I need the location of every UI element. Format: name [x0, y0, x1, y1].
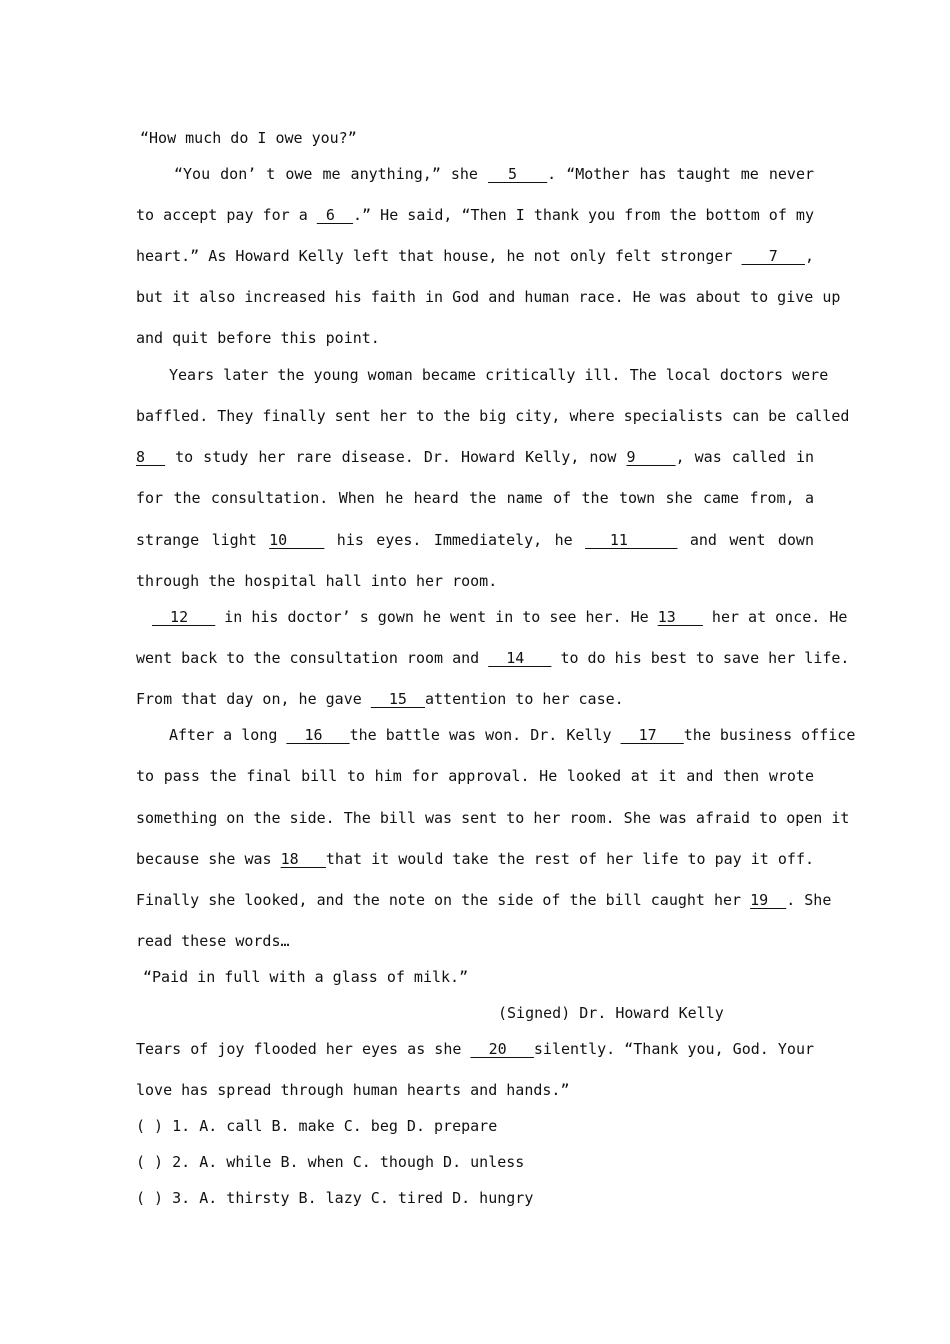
line-text: that it would take the rest of her life to pay it off. — [325, 850, 814, 868]
text-line — [136, 205, 814, 225]
line-text: but it also increased his faith in God and human race. He was about to give up — [136, 288, 841, 306]
line-text: the business office — [683, 726, 856, 744]
line-text: and went down — [677, 531, 814, 549]
line-text: her at once. He — [702, 608, 848, 626]
text-line — [136, 530, 814, 550]
text-line — [136, 1039, 814, 1059]
answer-blank: 20 — [470, 1040, 534, 1058]
text-line — [152, 607, 848, 627]
text-line — [169, 365, 829, 385]
text-line — [136, 328, 814, 348]
line-text: heart.” As Howard Kelly left that house, he not only felt stronger — [136, 247, 742, 265]
answer-blank: 8 — [136, 448, 166, 466]
line-text: ( ) 1. A. call B. make C. beg D. prepare — [136, 1117, 498, 1135]
answer-blank: 5 — [488, 165, 548, 183]
line-text: in his doctor’ s gown he went in to see her. He — [215, 608, 658, 626]
text-line — [136, 246, 814, 266]
line-text: “Paid in full with a glass of milk.” — [143, 968, 469, 986]
answer-blank: 9 — [626, 448, 676, 466]
text-line — [136, 488, 814, 508]
text-line — [498, 1003, 814, 1023]
text-line — [136, 766, 814, 786]
line-text: (Signed) Dr. Howard Kelly — [498, 1004, 724, 1022]
line-text: because she was — [136, 850, 281, 868]
line-text: , — [804, 247, 815, 265]
line-text: ( ) 2. A. while B. when C. though D. unless — [136, 1153, 525, 1171]
text-line — [136, 406, 850, 426]
answer-blank: 10 — [269, 531, 325, 549]
text-line — [136, 287, 841, 307]
line-text: From that day on, he gave — [136, 690, 371, 708]
text-line — [136, 571, 814, 591]
line-text: baffled. They finally sent her to the big city, where specialists can be called — [136, 407, 850, 425]
line-text: to do his best to save her life. — [551, 649, 850, 667]
line-text: read these words… — [136, 932, 290, 950]
text-line — [136, 931, 814, 951]
answer-blank: 11 — [585, 531, 678, 549]
answer-blank: 19 — [750, 891, 787, 909]
text-line — [136, 1188, 814, 1208]
line-text: his eyes. Immediately, he — [324, 531, 586, 549]
line-text: silently. “Thank you, God. Your — [533, 1040, 815, 1058]
line-text: Tears of joy flooded her eyes as she — [136, 1040, 471, 1058]
text-line — [136, 689, 814, 709]
text-line — [136, 890, 832, 910]
answer-blank: 6 — [316, 206, 354, 224]
line-text: ( ) 3. A. thirsty B. lazy C. tired D. hungry — [136, 1189, 534, 1207]
text-line — [136, 808, 850, 828]
text-line — [136, 849, 814, 869]
text-line — [174, 164, 814, 184]
line-text: “How much do I owe you?” — [140, 129, 357, 147]
line-text: for the consultation. When he heard the name of the town she came from, a — [136, 489, 814, 507]
answer-blank: 16 — [286, 726, 350, 744]
text-line — [140, 128, 814, 148]
text-line — [169, 725, 856, 745]
answer-blank: 13 — [657, 608, 703, 626]
line-text: . She — [786, 891, 832, 909]
answer-blank: 17 — [620, 726, 684, 744]
line-text: . “Mother has taught me never — [547, 165, 815, 183]
line-text: .” He said, “Then I thank you from the bottom of my — [353, 206, 814, 224]
text-line — [136, 648, 850, 668]
line-text: “You don’ t owe me anything,” she — [174, 165, 488, 183]
answer-blank: 14 — [488, 649, 552, 667]
text-line — [136, 447, 814, 467]
line-text: went back to the consultation room and — [136, 649, 489, 667]
text-line — [136, 1152, 814, 1172]
line-text: and quit before this point. — [136, 329, 380, 347]
line-text: After a long — [169, 726, 287, 744]
text-line — [136, 1080, 814, 1100]
line-text: to pass the final bill to him for approval. He looked at it and then wrote — [136, 767, 814, 785]
line-text: through the hospital hall into her room. — [136, 572, 498, 590]
answer-blank: 12 — [152, 608, 216, 626]
line-text: Finally she looked, and the note on the side of the bill caught her — [136, 891, 751, 909]
line-text: the battle was won. Dr. Kelly — [349, 726, 621, 744]
text-line — [136, 1116, 814, 1136]
line-text: love has spread through human hearts and hands.” — [136, 1081, 570, 1099]
text-line — [143, 967, 814, 987]
answer-blank: 15 — [370, 690, 425, 708]
line-text: to study her rare disease. Dr. Howard Kelly, now — [165, 448, 627, 466]
line-text: Years later the young woman became critically ill. The local doctors were — [169, 366, 829, 384]
answer-blank: 18 — [280, 850, 326, 868]
line-text: strange light — [136, 531, 270, 549]
answer-blank: 7 — [741, 247, 805, 265]
line-text: to accept pay for a — [136, 206, 317, 224]
line-text: something on the side. The bill was sent to her room. She was afraid to open it — [136, 809, 850, 827]
line-text: attention to her case. — [425, 690, 624, 708]
line-text: , was called in — [675, 448, 815, 466]
